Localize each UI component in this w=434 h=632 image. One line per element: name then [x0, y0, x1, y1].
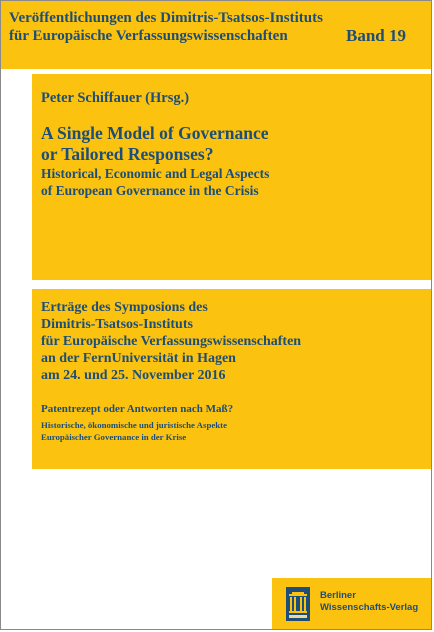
- editor-name: Peter Schiffauer (Hrsg.): [41, 90, 190, 106]
- publisher-box: [272, 578, 432, 630]
- series-panel: [1, 1, 431, 69]
- german-subtitle-line-1: Historische, ökonomische und juristische Aspekte: [41, 420, 227, 430]
- symposium-line-2: Dimitris-Tsatsos-Instituts: [41, 317, 193, 332]
- series-title-line-1: Veröffentlichungen des Dimitris-Tsatsos-Instituts: [9, 10, 323, 26]
- book-subtitle-line-2: of European Governance in the Crisis: [41, 183, 259, 198]
- book-title-line-2: or Tailored Responses?: [41, 144, 214, 164]
- book-subtitle-line-1: Historical, Economic and Legal Aspects: [41, 166, 270, 181]
- brandenburg-gate-icon: [286, 587, 310, 621]
- symposium-line-5: am 24. und 25. November 2016: [41, 368, 226, 383]
- symposium-line-4: an der FernUniversität in Hagen: [41, 351, 236, 366]
- publisher-name-line-1: Berliner: [320, 590, 356, 601]
- publisher-name-line-2: Wissenschafts-Verlag: [320, 602, 419, 613]
- book-title-line-1: A Single Model of Governance: [41, 123, 269, 143]
- series-title-line-2: für Europäische Verfassungswissenschaften: [9, 28, 288, 44]
- symposium-line-1: Erträge des Symposions des: [41, 300, 208, 315]
- german-subtitle-line-2: Europäischer Governance in der Krise: [41, 432, 187, 442]
- volume-number: Band 19: [346, 26, 406, 45]
- symposium-line-3: für Europäische Verfassungswissenschaften: [41, 334, 302, 349]
- german-title: Patentrezept oder Antworten nach Maß?: [41, 403, 234, 415]
